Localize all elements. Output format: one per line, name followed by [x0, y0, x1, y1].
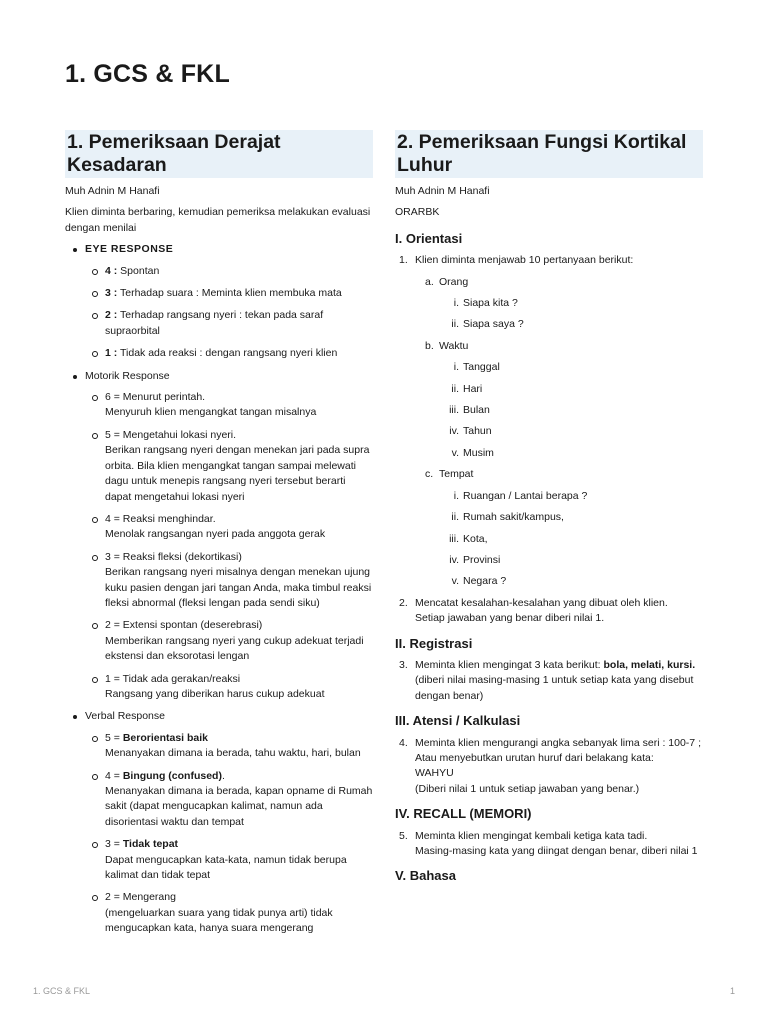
roman-list: [439, 360, 703, 461]
score-prefix: 2 = Mengerang: [105, 891, 176, 904]
recall-list: [395, 829, 703, 860]
list-item: [453, 360, 703, 375]
list-text: Atau menyebutkan urutan huruf dari belakang kata:: [415, 751, 654, 764]
list-marker: ii.: [451, 382, 459, 395]
list-marker: iii.: [449, 404, 459, 417]
list-marker: 5.: [399, 829, 408, 842]
list-text: Provinsi: [463, 553, 501, 566]
list-text: Kota,: [463, 532, 488, 545]
roman-list: [439, 489, 703, 590]
list-marker: i.: [453, 297, 459, 310]
list-item: [105, 837, 373, 883]
list-text: Meminta klien mengurangi angka sebanyak lima seri : 100-7 ;: [415, 736, 701, 749]
list-item: [105, 428, 373, 505]
motor-response-sublist: [85, 390, 373, 702]
score-label: 5 = Mengetahui lokasi nyeri.: [105, 428, 237, 441]
score-label: 3 = Reaksi fleksi (dekortikasi): [105, 550, 242, 563]
list-note: (Diberi nilai 1 untuk setiap jawaban yang benar.): [415, 782, 640, 795]
score-label: 1 = Tidak ada gerakan/reaksi: [105, 672, 241, 685]
score-prefix: 4 =: [105, 769, 123, 782]
score-label: 3 :: [105, 287, 118, 300]
list-marker: c.: [425, 468, 434, 481]
list-item: [449, 403, 703, 418]
score-label: 1 :: [105, 347, 118, 360]
score-label: 2 = Extensi spontan (deserebrasi): [105, 619, 263, 632]
section-heading-kesadaran: 1. Pemeriksaan Derajat Kesadaran: [65, 130, 373, 178]
registrasi-list: [395, 658, 703, 704]
score-label: 4 :: [105, 264, 118, 277]
list-item: [425, 339, 703, 461]
list-item: [451, 382, 703, 397]
verbal-response-sublist: [85, 731, 373, 937]
list-text: Tempat: [439, 468, 474, 481]
list-item: [451, 510, 703, 525]
author: Muh Adnin M Hanafi: [65, 185, 160, 197]
list-item: [105, 390, 373, 421]
list-item: [105, 672, 373, 703]
list-item: [451, 446, 703, 461]
list-text: Siapa saya ?: [463, 318, 524, 331]
footer-title: 1. GCS & FKL: [33, 986, 91, 996]
intro-text: Klien diminta berbaring, kemudian pemeriksa melakukan evaluasi dengan menilai: [65, 206, 371, 234]
page-number: 1: [729, 986, 735, 996]
orientasi-sublist: [415, 275, 703, 590]
list-item: [105, 618, 373, 664]
score-label: Tidak tepat: [122, 838, 179, 851]
motor-response-item: [85, 369, 373, 703]
list-marker: iii.: [449, 532, 459, 545]
list-marker: 4.: [399, 736, 408, 749]
list-text: Musim: [463, 446, 494, 459]
list-text: Tahun: [463, 425, 492, 438]
list-marker: i.: [453, 489, 459, 502]
score-label: 6 = Menurut perintah.: [105, 391, 206, 404]
list-text: Rumah sakit/kampus,: [463, 511, 564, 524]
list-text: Orang: [439, 275, 469, 288]
list-text: Waktu: [439, 339, 469, 352]
score-label: 4 = Reaksi menghindar.: [105, 512, 216, 525]
score-text: (mengeluarkan suara yang tidak punya arti) tidak mengucapkan kata, hanya suara mengerang: [105, 906, 333, 935]
list-text: Klien diminta menjawab 10 pertanyaan berikut:: [415, 254, 634, 267]
list-marker: b.: [425, 339, 434, 352]
list-marker: ii.: [451, 318, 459, 331]
gcs-list: [65, 242, 373, 936]
acronym: ORARBK: [395, 206, 440, 219]
list-item: [451, 317, 703, 332]
motor-response-label: Motorik Response: [85, 369, 170, 382]
list-item: [399, 596, 703, 627]
list-marker: i.: [453, 361, 459, 374]
score-label: Berorientasi baik: [122, 731, 209, 744]
list-item: [105, 346, 373, 361]
list-item: [105, 308, 373, 339]
list-item: [425, 275, 703, 333]
list-item: [449, 424, 703, 439]
list-item: [453, 489, 703, 504]
list-marker: 1.: [399, 254, 408, 267]
score-text: Berikan rangsang nyeri dengan menekan jari pada supra orbita. Bila klien mengangkat tangan sampai melewati dagu untuk menepis rangsang nyeri tersebut berarti dapat mengetahui lokasi nyeri: [105, 444, 370, 503]
list-item: [105, 512, 373, 543]
verbal-response-label: Verbal Response: [85, 710, 165, 723]
list-item: [105, 731, 373, 762]
list-item: [451, 574, 703, 589]
list-marker: v.: [451, 446, 459, 459]
list-item: [105, 264, 373, 279]
list-item: [449, 553, 703, 568]
list-item: [425, 467, 703, 589]
eye-response-label: EYE RESPONSE: [85, 243, 174, 256]
list-marker: a.: [425, 275, 434, 288]
score-text: Dapat mengucapkan kata-kata, namun tidak berupa kalimat dan tidak tepat: [105, 853, 347, 882]
list-marker: iv.: [449, 425, 459, 438]
score-suffix: .: [221, 769, 225, 782]
list-item: [105, 550, 373, 612]
orientasi-list: [395, 253, 703, 626]
section-heading-fungsi-kortikal: 2. Pemeriksaan Fungsi Kortikal Luhur: [395, 130, 703, 178]
list-item: [399, 736, 703, 798]
score-text: Tidak ada reaksi : dengan rangsang nyeri klien: [117, 347, 338, 360]
score-text: Menolak rangsangan nyeri pada anggota gerak: [105, 528, 326, 541]
list-marker: iv.: [449, 553, 459, 566]
score-text: Menyuruh klien mengangkat tangan misalnya: [105, 406, 317, 419]
score-label: 2 :: [105, 309, 118, 322]
list-text: Meminta klien mengingat kembali ketiga kata tadi.: [415, 829, 648, 842]
list-item: [453, 296, 703, 311]
list-item: [449, 532, 703, 547]
right-column: [395, 130, 703, 891]
score-prefix: 3 =: [105, 838, 123, 851]
eye-response-item: [85, 242, 373, 361]
score-text: Rangsang yang diberikan harus cukup adekuat: [105, 687, 325, 700]
list-text: Tanggal: [463, 361, 500, 374]
list-text: Masing-masing kata yang diingat dengan benar, diberi nilai 1: [415, 845, 698, 857]
score-prefix: 5 =: [105, 731, 123, 744]
list-marker: v.: [451, 575, 459, 588]
list-item: [105, 286, 373, 301]
list-text: Siapa kita ?: [463, 297, 518, 310]
list-text: Setiap jawaban yang benar diberi nilai 1.: [415, 612, 605, 625]
list-text: Ruangan / Lantai berapa ?: [463, 489, 588, 502]
list-text: Negara ?: [463, 575, 507, 588]
list-text: WAHYU: [415, 767, 454, 780]
list-item: [399, 253, 703, 590]
subheading-registrasi: II. Registrasi: [395, 635, 473, 651]
list-text: Bulan: [463, 404, 490, 417]
list-item: [105, 890, 373, 936]
score-text: Terhadap rangsang nyeri : tekan pada saraf supraorbital: [105, 309, 324, 337]
subheading-bahasa: V. Bahasa: [395, 868, 456, 884]
list-item: [399, 658, 703, 704]
keywords: bola, melati, kursi.: [603, 658, 696, 671]
list-item: [399, 829, 703, 860]
subheading-orientasi: I. Orientasi: [395, 230, 463, 246]
list-note: (diberi nilai masing-masing 1 untuk setiap kata yang disebut dengan benar): [415, 674, 694, 702]
score-label: Bingung (confused): [122, 769, 222, 782]
roman-list: [439, 296, 703, 333]
verbal-response-item: [85, 709, 373, 936]
list-marker: ii.: [451, 511, 459, 524]
list-text: Mencatat kesalahan-kesalahan yang dibuat oleh klien.: [415, 596, 668, 609]
subheading-recall: IV. RECALL (MEMORI): [395, 806, 532, 822]
list-item: [105, 769, 373, 831]
subheading-atensi: III. Atensi / Kalkulasi: [395, 713, 521, 729]
list-marker: 2.: [399, 596, 408, 609]
list-text: Hari: [463, 382, 483, 395]
score-text: Berikan rangsang nyeri misalnya dengan menekan ujung kuku pasien dengan jari tangan Anda, maka timbul reaksi fleksi abnormal (fleksi lengan pada sendi siku): [105, 566, 372, 609]
list-marker: 3.: [399, 658, 408, 671]
author: Muh Adnin M Hanafi: [395, 185, 490, 197]
score-text: Spontan: [117, 264, 160, 277]
left-column: [65, 130, 373, 944]
score-text: Memberikan rangsang nyeri yang cukup adekuat terjadi ekstensi dan eksorotasi lengan: [105, 634, 364, 663]
atensi-list: [395, 736, 703, 798]
eye-response-sublist: [85, 264, 373, 362]
list-text: Meminta klien mengingat 3 kata berikut:: [415, 658, 604, 671]
page-title: 1. GCS & FKL: [65, 60, 230, 88]
score-text: Menanyakan dimana ia berada, tahu waktu, hari, bulan: [105, 747, 361, 760]
score-text: Menanyakan dimana ia berada, kapan opname di Rumah sakit (dapat mengucapkan kalimat, namun ada disorientasi waktu dan tempat: [105, 785, 373, 828]
score-text: Terhadap suara : Meminta klien membuka mata: [117, 287, 342, 300]
